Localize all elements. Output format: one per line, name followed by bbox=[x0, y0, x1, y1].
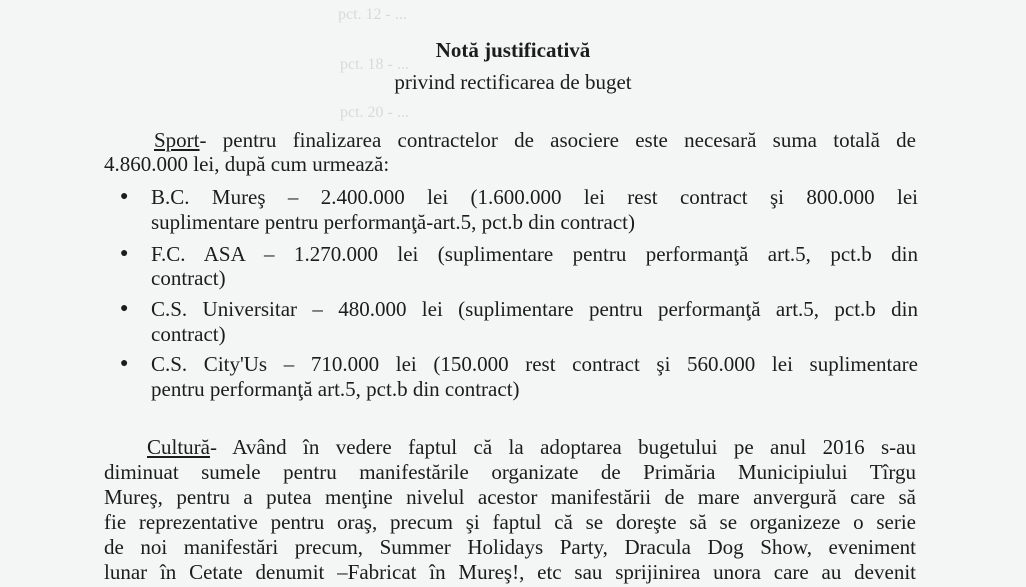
sport-item-4-line-2: pentru performanţă art.5, pct.b din contract) bbox=[151, 377, 520, 401]
cultura-paragraph-line-6: lunar în Cetate denumit –Fabricat în Mureş!, etc sau sprijinirea unora care au devenit bbox=[104, 560, 916, 584]
sport-item-3-line-1: C.S. Universitar – 480.000 lei (suplimentare pentru performanţă art.5, pct.b din bbox=[151, 297, 918, 321]
sport-item-2-line-1: F.C. ASA – 1.270.000 lei (suplimentare pentru performanţă art.5, pct.b din bbox=[151, 242, 918, 266]
sport-item-1-line-1: B.C. Mureş – 2.400.000 lei (1.600.000 lei rest contract şi 800.000 lei bbox=[151, 185, 918, 209]
bullet-icon: ● bbox=[120, 246, 129, 261]
cultura-paragraph-line-5: de noi manifestări precum, Summer Holidays Party, Dracula Dog Show, eveniment bbox=[104, 535, 916, 559]
cultura-heading: Cultură bbox=[147, 435, 210, 459]
sport-heading: Sport bbox=[154, 128, 200, 152]
bullet-icon: ● bbox=[120, 301, 129, 316]
sport-item-1-line-2: suplimentare pentru performanţă-art.5, pct.b din contract) bbox=[151, 210, 635, 234]
sport-item-2-line-2: contract) bbox=[151, 266, 226, 290]
cultura-paragraph-line-2: diminuat sumele pentru manifestările organizate de Primăria Municipiului Tîrgu bbox=[104, 460, 916, 484]
bleed-text-3: pct. 20 - ... bbox=[340, 104, 409, 121]
sport-paragraph-line-2: 4.860.000 lei, după cum urmează: bbox=[104, 152, 390, 176]
sport-intro-text: - pentru finalizarea contractelor de asociere este necesară suma totală de bbox=[199, 128, 916, 152]
bullet-icon: ● bbox=[120, 189, 129, 204]
page-title: Notă justificativă bbox=[435, 38, 591, 62]
cultura-paragraph-line-4: fie reprezentative pentru oraş, precum şi faptul că se doreşte să se organizeze o serie bbox=[104, 510, 916, 534]
bullet-icon: ● bbox=[120, 356, 129, 371]
sport-item-4-line-1: C.S. City'Us – 710.000 lei (150.000 rest contract şi 560.000 lei suplimentare bbox=[151, 352, 918, 376]
bleed-text-1: pct. 12 - ... bbox=[338, 6, 407, 23]
sport-item-3-line-2: contract) bbox=[151, 322, 226, 346]
cultura-paragraph-line-1 bbox=[104, 435, 916, 459]
page-subtitle: privind rectificarea de buget bbox=[394, 70, 632, 94]
sport-paragraph-line-1 bbox=[104, 128, 916, 152]
cultura-intro-text: - Având în vedere faptul că la adoptarea bugetului pe anul 2016 s-au bbox=[210, 435, 916, 459]
cultura-paragraph-line-3: Mureş, pentru a putea menţine nivelul acestor manifestării de mare anvergură care să bbox=[104, 485, 916, 509]
bleed-text-2: pct. 18 - ... bbox=[340, 56, 409, 73]
